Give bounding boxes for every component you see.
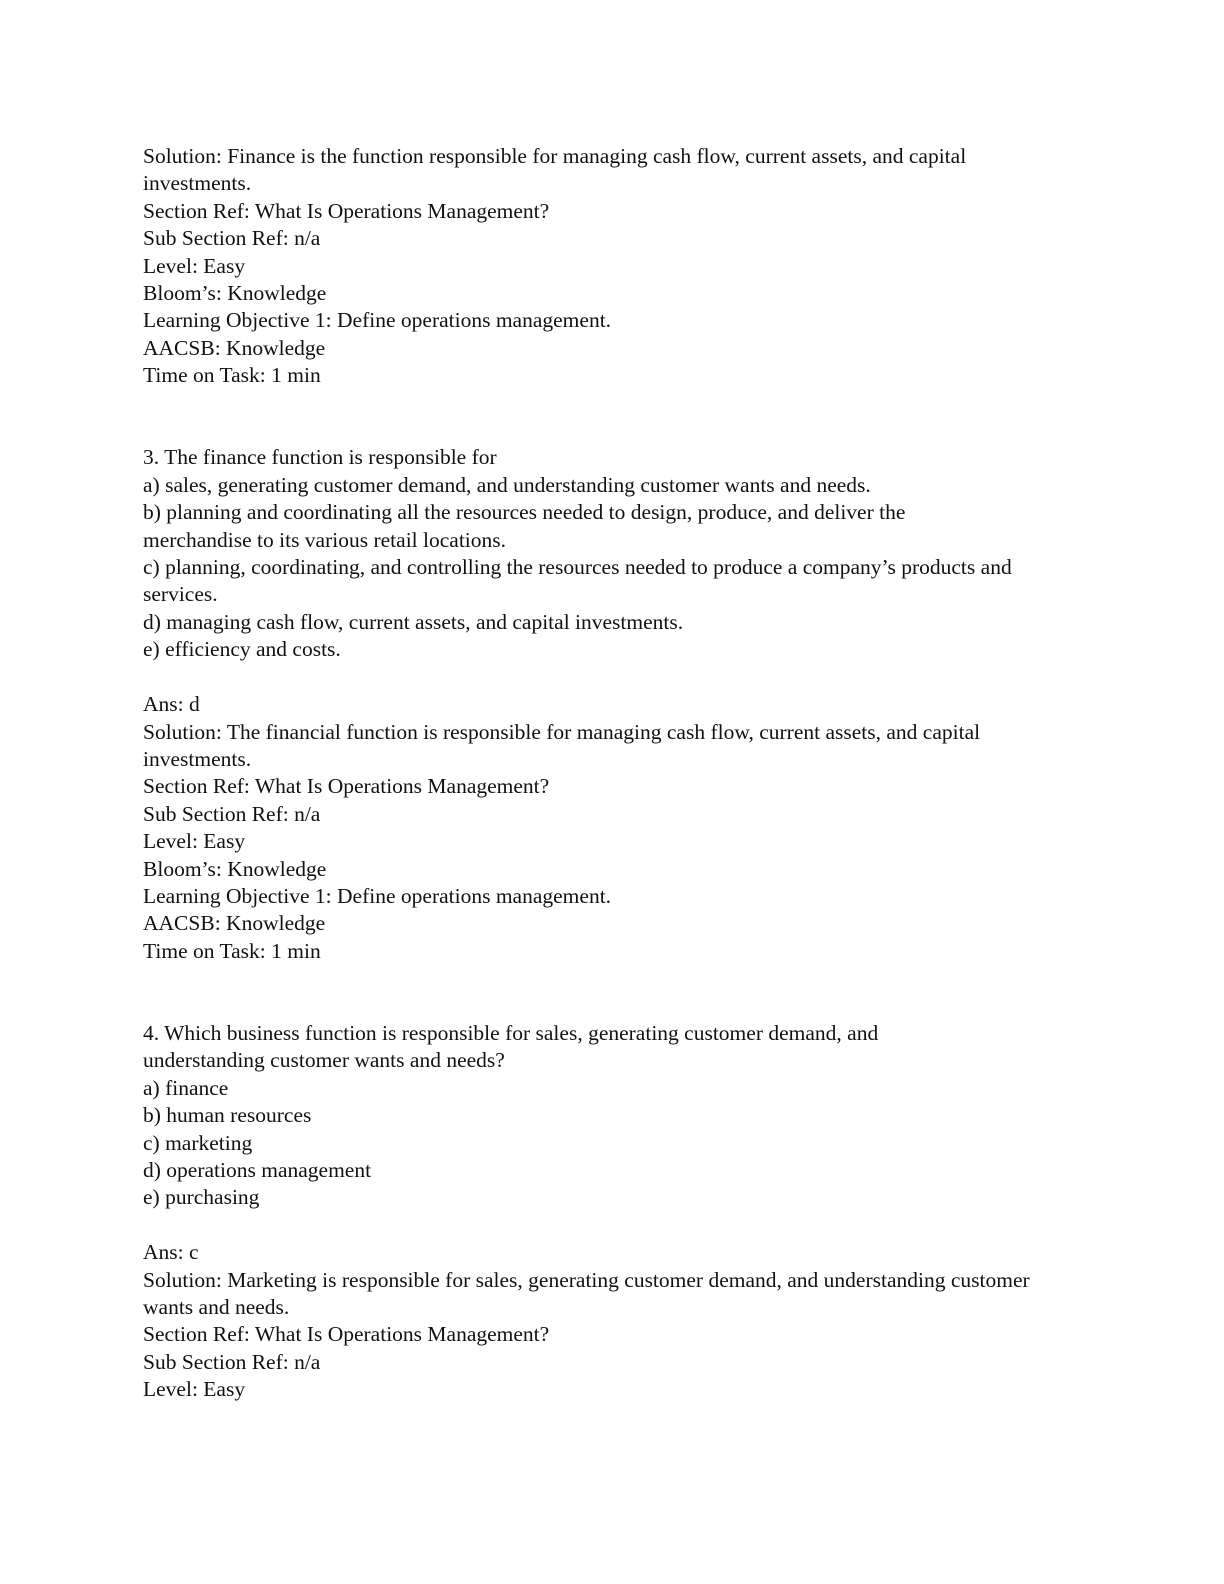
- q4-question: 4. Which business function is responsible for sales, generating customer demand, and understanding customer wants and needs?: [143, 1020, 879, 1073]
- q3-blooms: Bloom’s: Knowledge: [143, 856, 327, 881]
- document-page: [143, 143, 1083, 1404]
- q3-option-d: d) managing cash flow, current assets, and capital investments.: [143, 609, 684, 634]
- q3-solution: Solution: The financial function is responsible for managing cash flow, current assets, and capital investments.: [143, 719, 981, 771]
- q4-level: Level: Easy: [143, 1377, 246, 1402]
- q3-sub-section-ref: Sub Section Ref: n/a: [143, 801, 321, 826]
- q3-learning-objective: Learning Objective 1: Define operations management.: [143, 883, 612, 908]
- q3-aacsb: AACSB: Knowledge: [143, 911, 326, 936]
- q4-option-e: e) purchasing: [143, 1185, 260, 1210]
- q2-aacsb: AACSB: Knowledge: [143, 335, 326, 360]
- q4-option-b: b) human resources: [143, 1103, 312, 1128]
- q4-option-d: d) operations management: [143, 1157, 372, 1182]
- q4-answer: Ans: c: [143, 1240, 199, 1265]
- q2-section-ref: Section Ref: What Is Operations Management?: [143, 198, 550, 223]
- q3-time-on-task: Time on Task: 1 min: [143, 938, 321, 963]
- q4-solution: Solution: Marketing is responsible for sales, generating customer demand, and understanding customer wants and needs.: [143, 1267, 1030, 1319]
- q3-answer: Ans: d: [143, 692, 200, 717]
- q2-blooms: Bloom’s: Knowledge: [143, 281, 327, 306]
- q3-option-e: e) efficiency and costs.: [143, 637, 341, 662]
- q2-time-on-task: Time on Task: 1 min: [143, 363, 321, 388]
- q4-sub-section-ref: Sub Section Ref: n/a: [143, 1349, 321, 1374]
- q2-level: Level: Easy: [143, 253, 246, 278]
- q2-sub-section-ref: Sub Section Ref: n/a: [143, 226, 321, 251]
- q3-option-c: c) planning, coordinating, and controlling the resources needed to produce a company’s products and services.: [143, 555, 1012, 607]
- q4-option-a: a) finance: [143, 1075, 229, 1100]
- q4-option-c: c) marketing: [143, 1130, 253, 1155]
- q3-option-a: a) sales, generating customer demand, and understanding customer wants and needs.: [143, 472, 871, 497]
- q3-option-b: b) planning and coordinating all the resources needed to design, produce, and deliver the merchandise to its various retail locations.: [143, 500, 906, 552]
- q4-section-ref: Section Ref: What Is Operations Management?: [143, 1322, 550, 1347]
- q3-level: Level: Easy: [143, 829, 246, 854]
- q2-learning-objective: Learning Objective 1: Define operations management.: [143, 308, 612, 333]
- q3-section-ref: Section Ref: What Is Operations Management?: [143, 774, 550, 799]
- q2-solution: Solution: Finance is the function responsible for managing cash flow, current assets, and capital investments.: [143, 144, 967, 196]
- q3-question: 3. The finance function is responsible for: [143, 445, 497, 470]
